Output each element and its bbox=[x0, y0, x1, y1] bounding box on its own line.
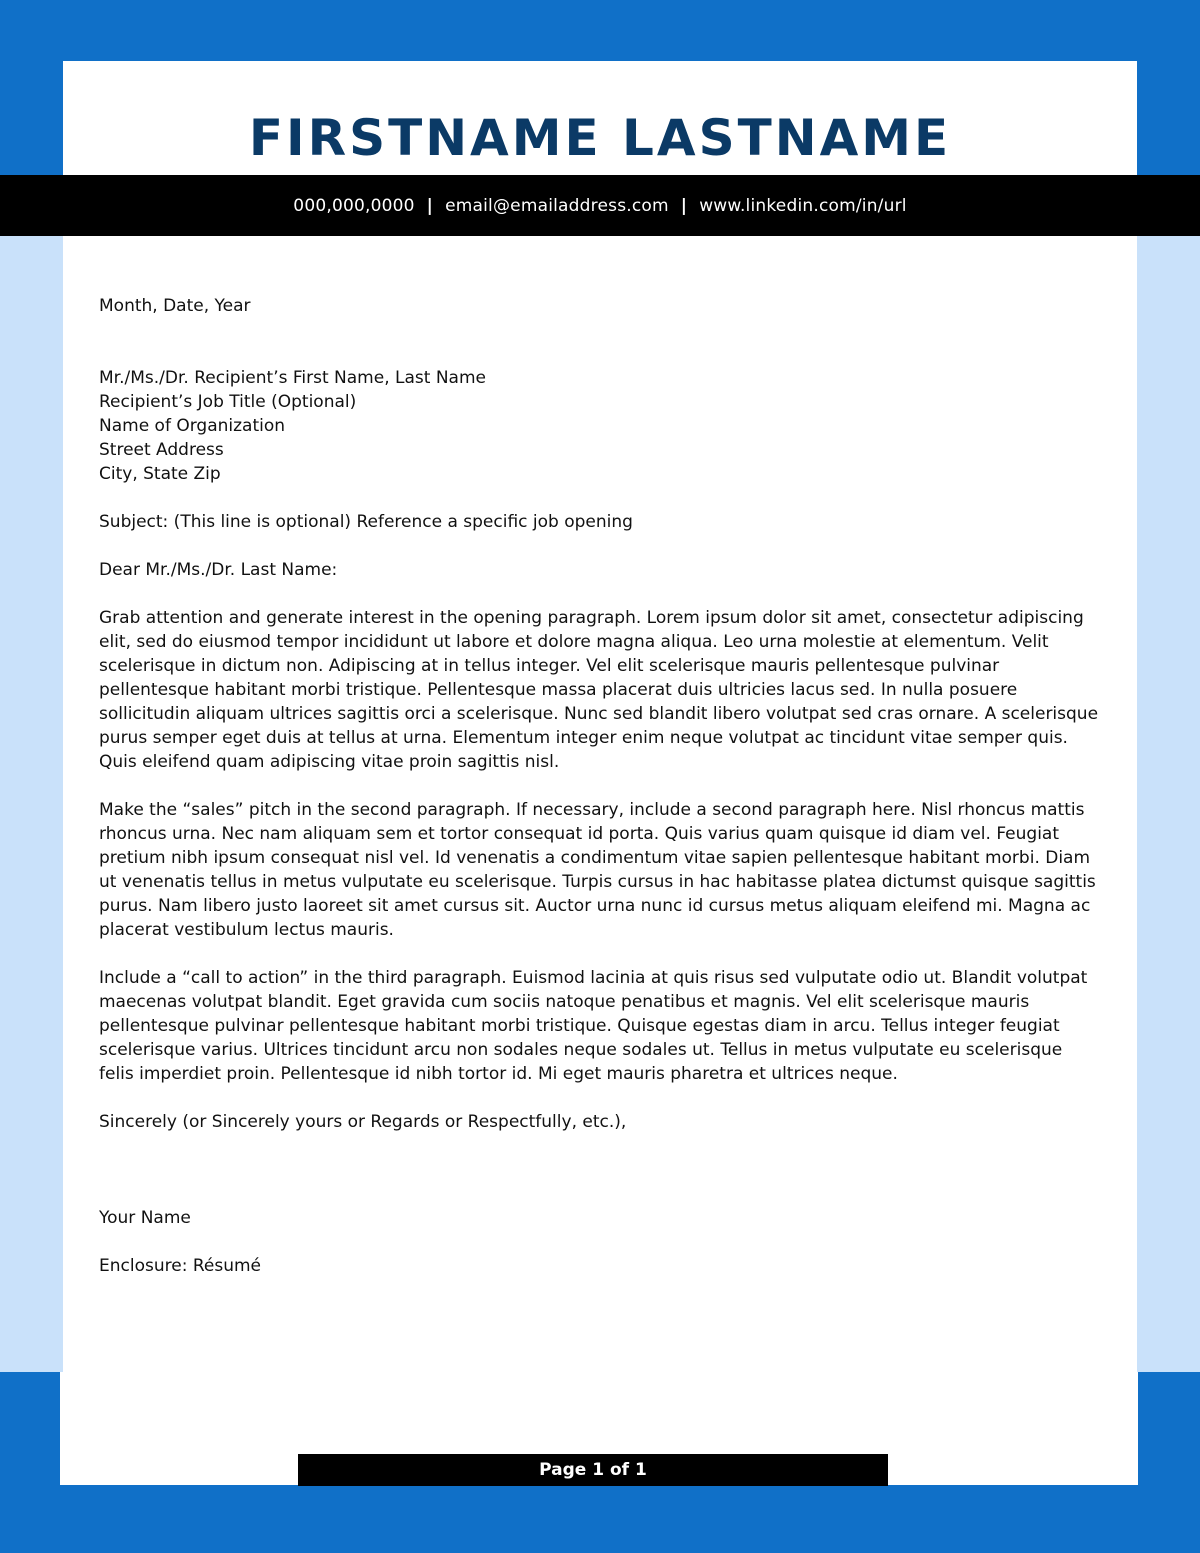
subject-line: Subject: (This line is optional) Reference a specific job opening bbox=[99, 512, 633, 532]
recipient-city: City, State Zip bbox=[99, 464, 221, 484]
closing-line: Sincerely (or Sincerely yours or Regards or Respectfully, etc.), bbox=[99, 1112, 627, 1132]
letter-body bbox=[99, 294, 1099, 1278]
linkedin-url: www.linkedin.com/in/url bbox=[699, 195, 907, 216]
page-number-label: Page 1 of 1 bbox=[539, 1460, 647, 1480]
signature-name: Your Name bbox=[99, 1208, 191, 1228]
second-paragraph: Make the “sales” pitch in the second paragraph. If necessary, include a second paragraph here. Nisl rhoncus mattis rhoncus urna. Nec nam aliquam sem et tortor consequat id porta. Quis varius quam quisque id diam vel. Feugiat pretium nibh ipsum consequat nisl vel. Id venenatis a condimentum vitae sapien pellentesque habitant morbi. Diam ut venenatis tellus in metus vulputate eu scelerisque. Turpis cursus in hac habitasse platea dictumst quisque sagittis purus. Nam libero justo laoreet sit amet cursus sit. Auctor urna nunc id cursus metus aliquam eleifend mi. Magna ac placerat vestibulum lectus mauris. bbox=[99, 800, 1096, 940]
recipient-name: Mr./Ms./Dr. Recipient’s First Name, Last Name bbox=[99, 368, 486, 388]
applicant-name-heading: FIRSTNAME LASTNAME bbox=[248, 109, 952, 167]
recipient-job-title: Recipient’s Job Title (Optional) bbox=[99, 392, 357, 412]
recipient-block bbox=[99, 366, 1099, 486]
page-number-footer bbox=[298, 1454, 888, 1486]
opening-paragraph: Grab attention and generate interest in the opening paragraph. Lorem ipsum dolor sit amet, consectetur adipiscing elit, sed do eiusmod tempor incididunt ut labore et dolore magna aliqua. Leo urna molestie at elementum. Velit scelerisque in dictum non. Adipiscing at in tellus integer. Vel elit scelerisque mauris pellentesque pulvinar pellentesque habitant morbi tristique. Pellentesque massa placerat duis ultricies lacus sed. In nulla posuere sollicitudin aliquam ultrices sagittis orci a scelerisque. Nunc sed blandit libero volutpat sed cras ornare. A scelerisque purus semper eget duis at tellus at urna. Elementum integer enim neque volutpat ac tincidunt vitae semper quis. Quis eleifend quam adipiscing vitae proin sagittis nisl. bbox=[99, 608, 1099, 772]
contact-bar bbox=[0, 175, 1200, 236]
recipient-organization: Name of Organization bbox=[99, 416, 286, 436]
letter-date: Month, Date, Year bbox=[99, 296, 251, 316]
email-address: email@emailaddress.com bbox=[445, 195, 669, 216]
recipient-street: Street Address bbox=[99, 440, 224, 460]
contact-separator: | bbox=[680, 195, 688, 216]
third-paragraph: Include a “call to action” in the third paragraph. Euismod lacinia at quis risus sed vulputate odio ut. Blandit volutpat maecenas volutpat blandit. Eget gravida cum sociis natoque penatibus et magnis. Vel elit scelerisque mauris pellentesque pulvinar pellentesque habitant morbi tristique. Quisque egestas diam in arcu. Tellus integer feugiat scelerisque varius. Ultrices tincidunt arcu non sodales neque sodales ut. Tellus in metus vulputate eu scelerisque felis imperdiet proin. Pellentesque id nibh tortor id. Mi eget mauris pharetra et ultrices neque. bbox=[99, 968, 1088, 1084]
phone-number: 000,000,0000 bbox=[293, 195, 415, 216]
contact-separator: | bbox=[426, 195, 434, 216]
salutation: Dear Mr./Ms./Dr. Last Name: bbox=[99, 560, 338, 580]
enclosure-line: Enclosure: Résumé bbox=[99, 1256, 261, 1276]
